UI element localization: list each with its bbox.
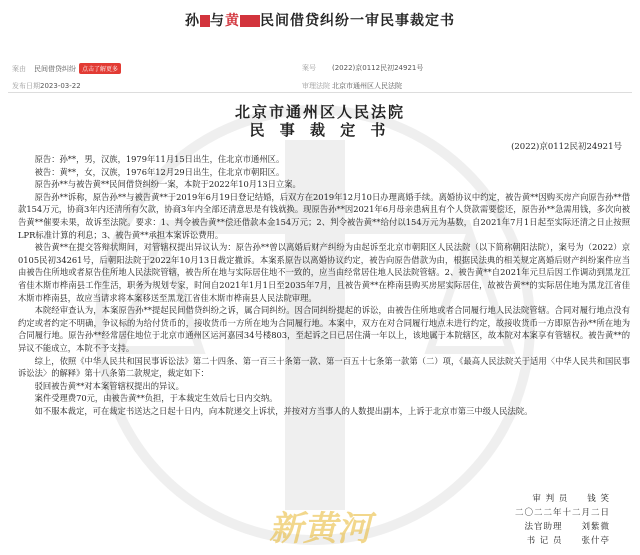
redaction-mark	[240, 15, 260, 27]
paragraph: 原告：孙**，男，汉族，1979年11月15日出生，住北京市通州区。	[34, 154, 285, 164]
meta-cause: 案由 民间借贷纠纷 点击了解更多	[12, 63, 121, 74]
court-name: 北京市通州区人民法院	[234, 103, 405, 121]
document-body	[18, 153, 630, 417]
paragraph: 驳回被告黄**对本案管辖权提出的异议。	[34, 380, 184, 391]
paragraph: 本院经审查认为，本案原告孙**提起民间借贷纠纷之诉，属合同纠纷。因合同纠纷提起的诉讼，由被告住所地或者合同履行地人民法院管辖。合同对履行地点没有约定或者约定不明确，争议标的为给付货币的，接收货币一方所在地为合同履行地。本案中，双方在对合同履行地点未进行约定，故接收货币一方即原告孙**所在地为合同履行地。原告孙**经常居住地位于北京市通州区运河嘉园34号楼803，至起诉之日已居住满一年以上，该地属于本院辖区，故本院对本案享有管辖权。被告黄**的异议不能成立，本院不予支持。	[18, 305, 630, 353]
redaction-mark	[200, 15, 210, 27]
signature-date: 二〇二二年十二月二日	[514, 508, 610, 518]
meta-caseno: 案号 (2022)京0112民初24921号	[302, 64, 424, 72]
paragraph: 原告孙**诉称，原告孙**与被告黄**于2019年6月19日登记结婚，后双方在2019年12月10日办理离婚手续。离婚协议中约定，被告黄**因购买房产向原告孙**借款154万元，协商3年内还清所有欠款，协商3年内全部还清意思是有钱就换。现原告孙**因2021年6月母亲患病且有个人贷款需要偿还，原告孙**急需用钱，多次向被告黄**催要未果，故诉至法院。要求：1、判令被告黄**偿还借款本金154万元；2、判令被告黄**给付以154万元为基数，自2021年7月1日起至实际还清之日止按照LPR标准计算的利息；3、被告黄**承担本案诉讼费用。	[18, 191, 630, 240]
divider	[8, 92, 632, 93]
signature-clerk: 书 记 员 张什亭	[526, 536, 610, 546]
svg-text:新黄河: 新黄河	[269, 509, 371, 549]
learn-more-badge[interactable]: 点击了解更多	[79, 63, 121, 74]
paragraph: 案件受理费70元，由被告黄**负担，于本裁定生效后七日内交纳。	[34, 393, 278, 404]
meta-court: 审理法院 北京市通州区人民法院	[302, 82, 402, 90]
xinhuanghe-watermark-logo	[265, 500, 385, 550]
case-number: (2022)京0112民初24921号	[511, 142, 622, 152]
paragraph: 如不服本裁定，可在裁定书送达之日起十日内，向本院递交上诉状，并按对方当事人的人数提出副本，上诉于北京市第三中级人民法院。	[34, 405, 533, 416]
signature-judge: 审 判 员 钱 笑	[532, 494, 610, 504]
paragraph: 被告黄**在提交答辩状期间，对管辖权提出异议认为：原告孙**曾以离婚后财产纠纷为由起诉至北京市朝阳区人民法院（以下简称朝阳法院），案号为（2022）京0105民初34261号，后朝阳法院于2022年10月13日裁定撤诉。本案系原告以离婚协议约定，被告向原告借款为由，根据民法典的相关规定离婚后财产纠纷案件应当由被告住所地或者原告住所地人民法院管辖，被告所在地与实际居住地不一致的，应当由经常居住地人民法院管辖。2、被告黄**自2021年元旦后因工作调动到黑龙江省佳木斯市桦南县工作生活，职务为规划专家，时间自2021年1月1日至2035年7月，且被告黄**在桦南县购买房屋实际居住，故被告黄**的实际居住地为黑龙江省佳木斯市桦南县，故应当请求将本案移送至黑龙江省佳木斯市桦南县人民法院审理。	[18, 242, 630, 303]
paragraph: 原告孙**与被告黄**民间借贷纠纷一案，本院于2022年10月13日立案。	[34, 179, 301, 190]
document-title: 孙 与黄 民间借贷纠纷一审民事裁定书	[185, 13, 455, 29]
paragraph: 被告：黄**，女，汉族，1976年12月29日出生，住北京市朝阳区。	[34, 166, 285, 177]
signature-assistant: 法官助理 刘紫微	[524, 522, 610, 532]
paragraph: 综上，依照《中华人民共和国民事诉讼法》第二十四条、第一百三十条第一款、第一百五十七条第一款第（二）项，《最高人民法院关于适用〈中华人民共和国民事诉讼法〉的解释》第十八条第二款规定，裁定如下：	[18, 355, 630, 379]
meta-date: 发布日期2023-03-22	[12, 82, 81, 90]
document-kind: 民 事 裁 定 书	[249, 121, 391, 139]
